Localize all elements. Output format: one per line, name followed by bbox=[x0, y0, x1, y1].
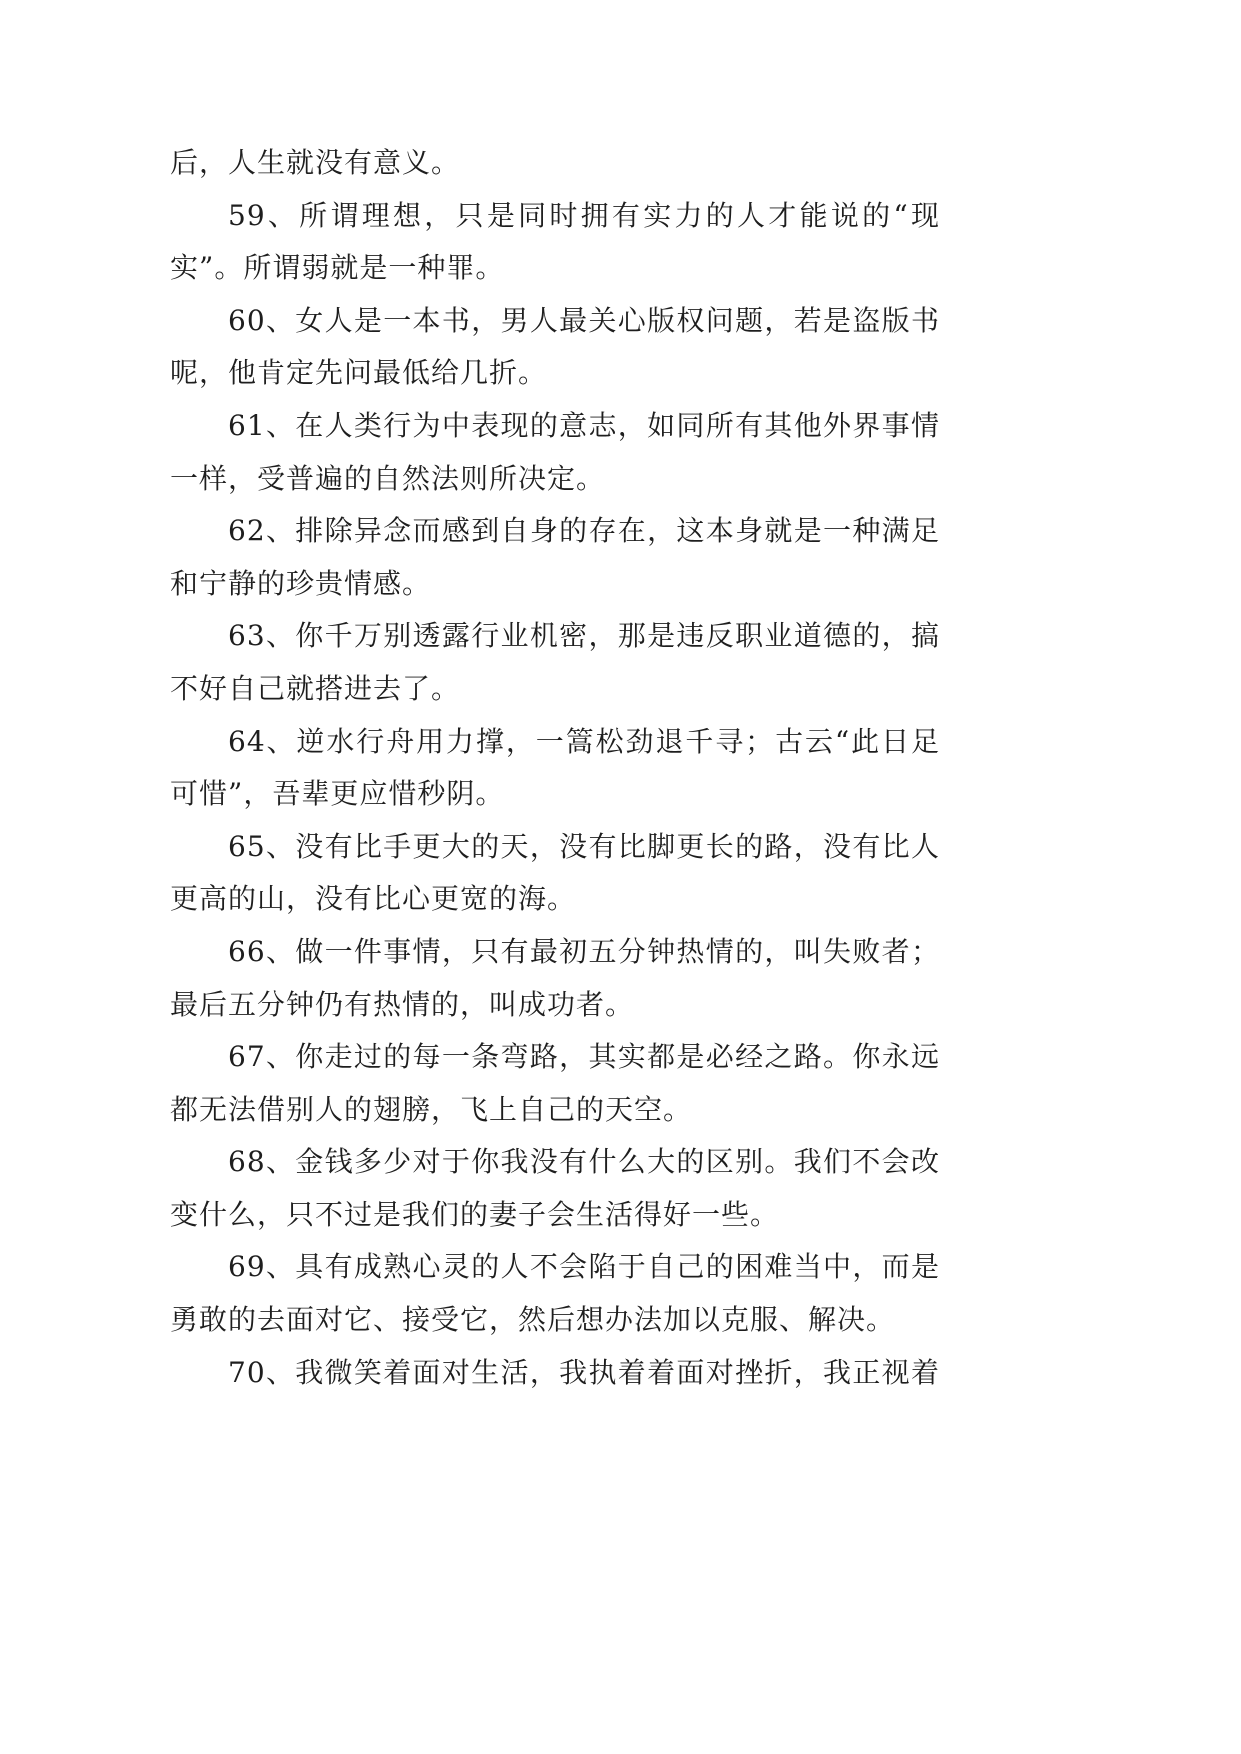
text-line: 61、在人类行为中表现的意志，如同所有其他外界事情 bbox=[228, 408, 940, 442]
paragraph-64 bbox=[170, 716, 940, 821]
text-line: 更高的山，没有比心更宽的海。 bbox=[170, 882, 577, 916]
paragraph-62 bbox=[170, 505, 940, 610]
document-body bbox=[170, 137, 940, 1399]
text-line: 可惜”，吾辈更应惜秒阴。 bbox=[170, 777, 505, 811]
paragraph-continuation bbox=[170, 137, 940, 190]
text-line: 不好自己就搭进去了。 bbox=[170, 671, 461, 705]
text-line: 勇敢的去面对它、接受它，然后想办法加以克服、解决。 bbox=[170, 1303, 896, 1337]
text-line: 64、逆水行舟用力撑，一篙松劲退千寻；古云“此日足 bbox=[228, 724, 940, 758]
text-line: 66、做一件事情，只有最初五分钟热情的，叫失败者； bbox=[228, 934, 940, 968]
text-line: 和宁静的珍贵情感。 bbox=[170, 566, 432, 600]
text-line: 69、具有成熟心灵的人不会陷于自己的困难当中，而是 bbox=[228, 1250, 940, 1284]
paragraph-66 bbox=[170, 926, 940, 1031]
paragraph-63 bbox=[170, 610, 940, 715]
text-line: 最后五分钟仍有热情的，叫成功者。 bbox=[170, 987, 635, 1021]
text-line: 呢，他肯定先问最低给几折。 bbox=[170, 356, 548, 390]
paragraph-59 bbox=[170, 190, 940, 295]
text-line: 68、金钱多少对于你我没有什么大的区别。我们不会改 bbox=[228, 1145, 940, 1179]
paragraph-65 bbox=[170, 821, 940, 926]
text-line: 65、没有比手更大的天，没有比脚更长的路，没有比人 bbox=[228, 829, 940, 863]
text-line: 70、我微笑着面对生活，我执着着面对挫折，我正视着 bbox=[228, 1355, 940, 1389]
text-line: 一样，受普遍的自然法则所决定。 bbox=[170, 461, 606, 495]
text-line: 后，人生就没有意义。 bbox=[170, 146, 461, 179]
text-line: 实”。所谓弱就是一种罪。 bbox=[170, 251, 505, 285]
text-line: 都无法借别人的翅膀，飞上自己的天空。 bbox=[170, 1092, 693, 1126]
paragraph-67 bbox=[170, 1031, 940, 1136]
text-line: 60、女人是一本书，男人最关心版权问题，若是盗版书 bbox=[228, 303, 940, 337]
text-line: 63、你千万别透露行业机密，那是违反职业道德的，搞 bbox=[228, 619, 940, 653]
text-line: 变什么，只不过是我们的妻子会生活得好一些。 bbox=[170, 1197, 780, 1231]
paragraph-70 bbox=[170, 1347, 940, 1400]
paragraph-60 bbox=[170, 295, 940, 400]
paragraph-68 bbox=[170, 1136, 940, 1241]
text-line: 62、排除异念而感到自身的存在，这本身就是一种满足 bbox=[228, 514, 940, 548]
text-line: 59、所谓理想，只是同时拥有实力的人才能说的“现 bbox=[228, 198, 940, 232]
paragraph-61 bbox=[170, 400, 940, 505]
paragraph-69 bbox=[170, 1241, 940, 1346]
text-line: 67、你走过的每一条弯路，其实都是必经之路。你永远 bbox=[228, 1040, 940, 1074]
